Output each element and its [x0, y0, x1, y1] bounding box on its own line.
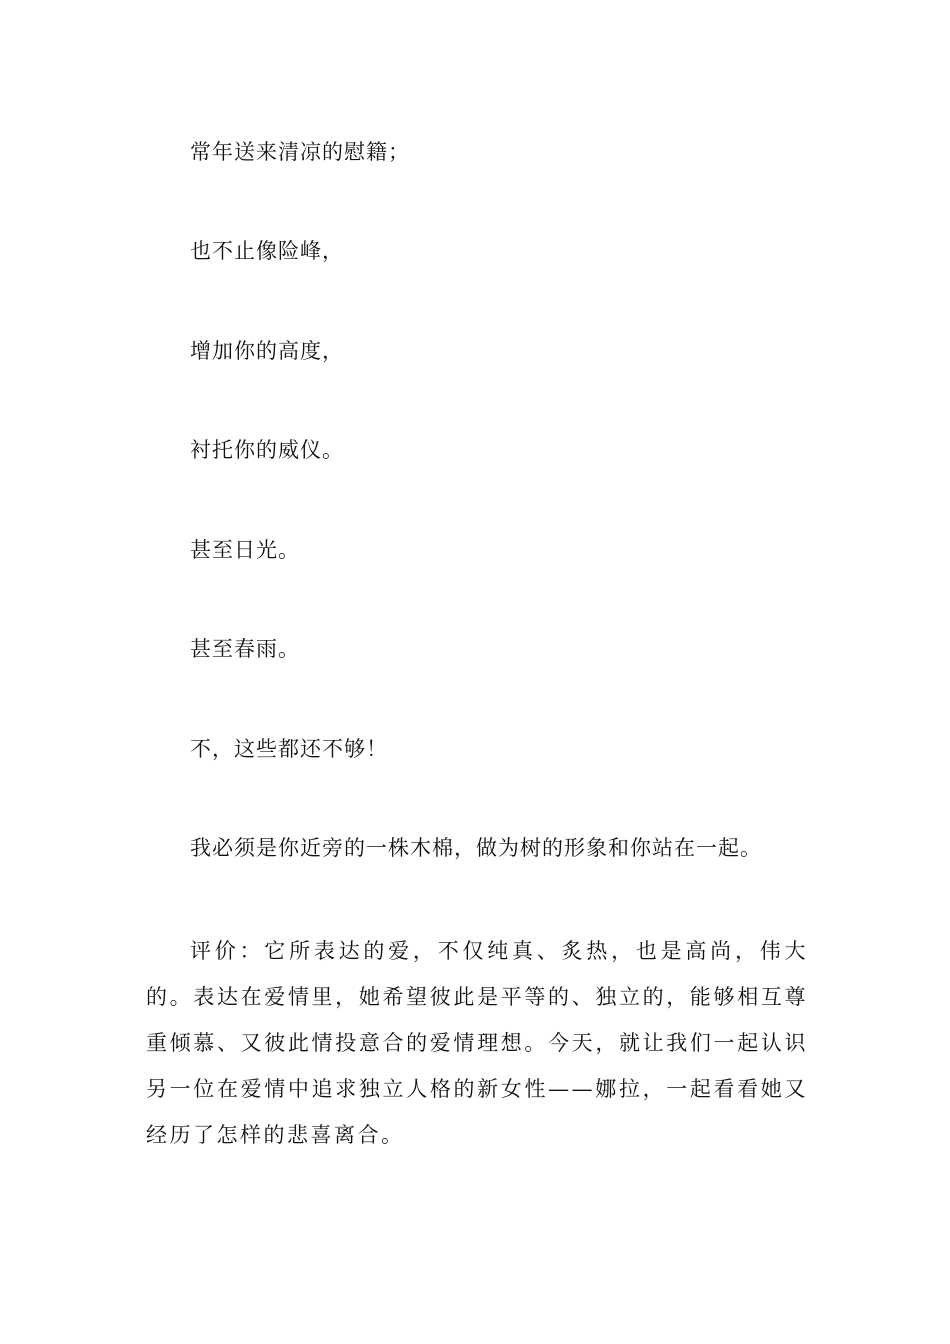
poem-line-2: 也不止像险峰， [190, 239, 344, 263]
poem-line-1: 常年送来清凉的慰籍； [190, 140, 410, 164]
poem-line-3: 增加你的高度， [190, 339, 344, 363]
poem-line-4: 衬托你的威仪。 [190, 438, 344, 462]
poem-line-5: 甚至日光。 [190, 538, 300, 562]
poem-line-6: 甚至春雨。 [190, 637, 300, 661]
evaluation-paragraph: 评价：它所表达的爱，不仅纯真、炙热，也是高尚，伟大的。表达在爱情里，她希望彼此是平等的、独立的，能够相互尊重倾慕、又彼此情投意合的爱情理想。今天，就让我们一起认识另一位在爱情中追求独立人格的新女性——娜拉，一起看看她又经历了怎样的悲喜离合。 [146, 939, 808, 1147]
poem-line-7: 不，这些都还不够！ [190, 737, 388, 761]
poem-line-8: 我必须是你近旁的一株木棉，做为树的形象和你站在一起。 [190, 836, 762, 860]
